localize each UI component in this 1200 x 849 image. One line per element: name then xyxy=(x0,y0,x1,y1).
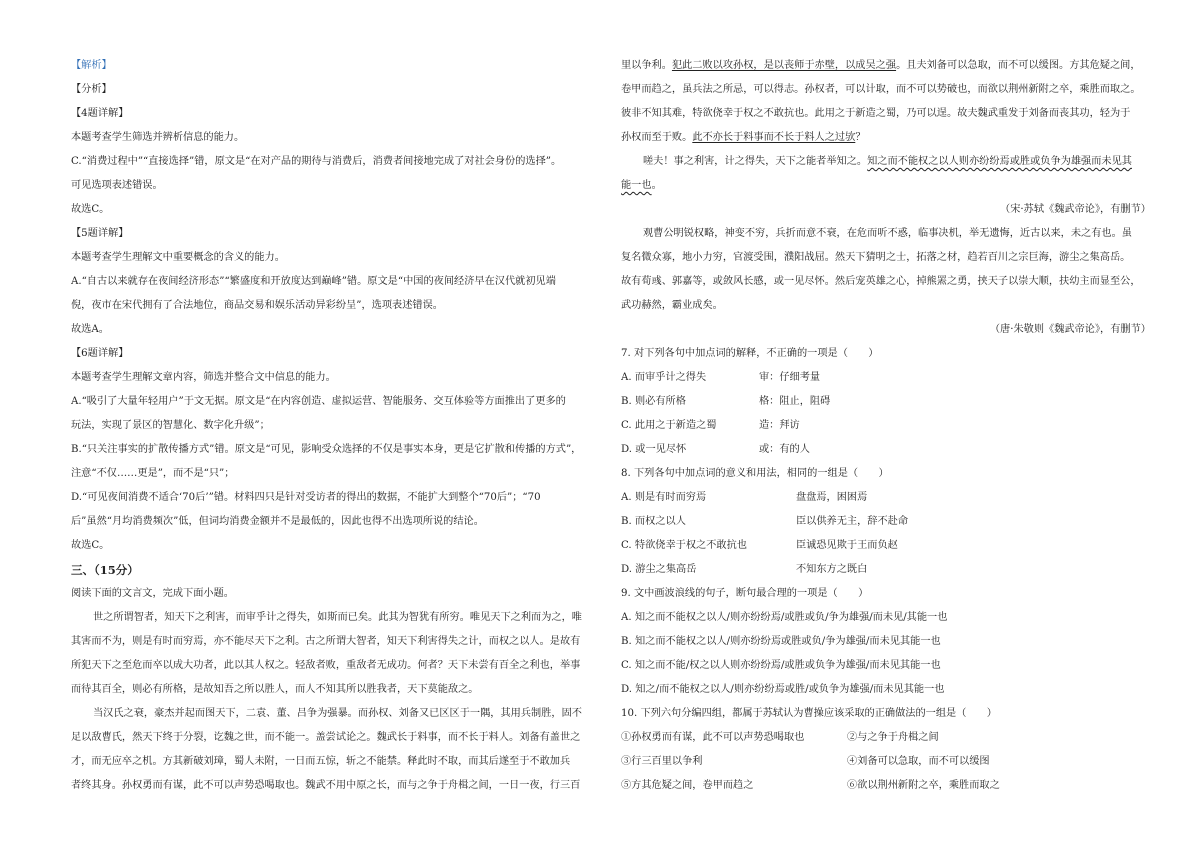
text-span: 嗟夫！事之利害，计之得失，天下之能者举知之。 xyxy=(643,156,868,167)
q5-heading: 【5题详解】 xyxy=(71,228,129,239)
q7-option xyxy=(621,438,1155,462)
q7-option xyxy=(621,366,1155,390)
passage2-line: 武功赫然，霸业成矣。 xyxy=(621,300,723,311)
q9-option: A. 知之而不能权之以人/则亦纷纷焉/或胜或负/争为雄强/而未见/其能一也 xyxy=(621,612,948,623)
passage1-p2-line: 才，而无应卒之机。方其新破刘璋，蜀人未附，一日而五惊，斩之不能禁。释此时不取，而其后遂至于不敢加兵 xyxy=(71,756,571,767)
option-sentence: D. 游尘之集高岳 xyxy=(621,564,697,575)
q7-stem: 7. 对下列各句中加点词的解释，不正确的一项是（ ） xyxy=(621,348,879,359)
q10-item: ①孙权勇而有谋，此不可以声势恐喝取也 xyxy=(621,732,805,743)
q10-item: ④刘备可以急取，而不可以缓图 xyxy=(847,756,990,767)
option-explanation: 或：有的人 xyxy=(759,444,810,455)
option-explanation: 审：仔细考量 xyxy=(759,372,821,383)
wavy-underlined-sentence: 能一也 xyxy=(621,180,652,191)
reading-instruction: 阅读下面的文言文，完成下面小题。 xyxy=(71,588,234,599)
q4-heading: 【4题详解】 xyxy=(71,108,129,119)
q9-option: C. 知之而不能/权之以人则亦纷纷焉/或胜或负争为雄强/而未见其能一也 xyxy=(621,660,941,671)
passage1-p3-line1 xyxy=(621,150,1155,174)
q10-item: ③行三百里以争利 xyxy=(621,756,703,767)
option-sentence: A. 而审乎计之得失 xyxy=(621,372,707,383)
passage1-p2-cont-line3: 彼非不知其难，特欲侥幸于权之不敢抗也。此用之于新造之蜀，乃可以逞。故夫魏武重发于刘备而丧其功，轻为于 xyxy=(621,108,1131,119)
passage1-p2-line: 当汉氏之衰，豪杰并起而图天下，二袁、董、吕争为强暴。而孙权、刘备又已区区于一隅，其用兵制胜，固不 xyxy=(93,708,582,719)
passage1-p1-line: 而待其百全，则必有所格，是故知吾之所以胜人，而人不知其所以胜我者，天下莫能敌之。 xyxy=(71,684,479,695)
q9-option: B. 知之而不能权之以人/则亦纷纷焉或胜或负/争为雄强/而未见其能一也 xyxy=(621,636,941,647)
passage1-source: （宋·苏轼《魏武帝论》，有删节） xyxy=(1000,204,1151,215)
q10-item: ⑥欲以荆州新附之卒，乘胜而取之 xyxy=(847,780,1000,791)
passage2-line: 复名微众寡，地小力穷，官渡受围，濮阳战屈。然天下猜明之士，拓落之材，趋若百川之宗巨海，游尘之集高岳。 xyxy=(621,252,1131,263)
q9-stem: 9. 文中画波浪线的句子，断句最合理的一项是（ ） xyxy=(621,588,869,599)
option-comparison: 不知东方之既白 xyxy=(796,564,868,575)
analysis-heading: 【分析】 xyxy=(71,84,112,95)
passage1-p2-cont-line4 xyxy=(621,126,1155,150)
q5-option-a-line1: A.“自古以来就存在夜间经济形态”“繁盛度和开放度达到巅峰”错。原文是“中国的夜间经济早在汉代就初见端 xyxy=(71,276,556,287)
q6-answer: 故选C。 xyxy=(71,540,110,551)
q7-option xyxy=(621,390,1155,414)
q10-item-row xyxy=(621,774,1155,798)
option-sentence: B. 则必有所格 xyxy=(621,396,686,407)
q6-option-d-line1: D.“可见夜间消费不适合‘70后’”错。材料四只是针对受访者的得出的数据，不能扩大到整个“70后”；“70 xyxy=(71,492,541,503)
passage2-source: （唐·朱敬则《魏武帝论》，有删节） xyxy=(989,324,1151,335)
option-sentence: C. 此用之于新造之蜀 xyxy=(621,420,717,431)
wavy-underlined-sentence: 知之而不能权之以人则亦纷纷焉或胜或负争为雄强而未见其 xyxy=(867,156,1132,167)
q8-option xyxy=(621,558,1155,582)
underlined-sentence: 犯此二败以攻孙权，是以丧师于赤壁，以成吴之强 xyxy=(671,60,897,71)
passage1-p2-cont-line1 xyxy=(621,54,1155,78)
q4-description: 本题考查学生筛选并辨析信息的能力。 xyxy=(71,132,245,143)
passage1-p3-line2 xyxy=(621,174,1155,198)
q4-answer: 故选C。 xyxy=(71,204,110,215)
q4-option-c-line1: C.“消费过程中”“直接选择”错，原文是“在对产品的期待与消费后，消费者间接地完成了对社会身份的选择”。 xyxy=(71,156,562,167)
option-sentence: C. 特欲侥幸于权之不敢抗也 xyxy=(621,540,747,551)
passage1-p2-line: 者终其身。孙权勇而有谋，此不可以声势恐喝取也。魏武不用中原之长，而与之争于舟楫之间，一日一夜，行三百 xyxy=(71,780,581,791)
q5-description: 本题考查学生理解文中重要概念的含义的能力。 xyxy=(71,252,285,263)
q8-option xyxy=(621,534,1155,558)
passage1-p1-line: 世之所谓智者，知天下之利害，而审乎计之得失，如斯而已矣。此其为智犹有所穷。唯见天下之利而为之，唯 xyxy=(93,612,582,623)
q8-stem: 8. 下列各句中加点词的意义和用法，相同的一组是（ ） xyxy=(621,468,889,479)
text-span: 里以争利。 xyxy=(621,60,672,71)
text-span: 孙权而至于败。 xyxy=(621,132,693,143)
text-span: 。 xyxy=(651,180,662,191)
q4-option-c-line2: 可见选项表述错误。 xyxy=(71,180,163,191)
passage2-line: 故有荀彧、郭嘉等，或敛风长感，或一见尽怀。然后宠英雄之心，掉熊罴之勇，挟天子以崇大顺，扶幼主而显至公， xyxy=(621,276,1141,287)
right-column xyxy=(621,54,1155,798)
option-comparison: 盘盘焉，困困焉 xyxy=(796,492,868,503)
q6-option-a-line1: A.“吸引了大量年轻用户”于文无据。原文是“在内容创造、虚拟运营、智能服务、交互体验等方面推出了更多的 xyxy=(71,396,566,407)
q6-option-b-line2: 注意“不仅……更是”，而不是“只”； xyxy=(71,468,235,479)
option-sentence: A. 则是有时而穷焉 xyxy=(621,492,707,503)
q8-option xyxy=(621,510,1155,534)
option-sentence: D. 或一见尽怀 xyxy=(621,444,687,455)
option-explanation: 格：阻止，阻碍 xyxy=(759,396,831,407)
q10-item: ⑤方其危疑之间，卷甲而趋之 xyxy=(621,780,754,791)
q6-heading: 【6题详解】 xyxy=(71,348,129,359)
q9-option: D. 知之/而不能权之以人/则亦纷纷焉或胜/或负争为雄强/而未见其能一也 xyxy=(621,684,945,695)
option-explanation: 造：拜访 xyxy=(759,420,800,431)
passage1-p1-line: 其害而不为，则是有时而穷焉，亦不能尽天下之利。古之所谓大智者，知天下利害得失之计，而权之以人。是故有 xyxy=(71,636,581,647)
passage1-p1-line: 所犯天下之至危而卒以成大功者，此以其人权之。轻敌者败，重敌者无成功。何者？天下未尝有百全之利也，举事 xyxy=(71,660,581,671)
q10-stem: 10. 下列六句分编四组，都属于苏轼认为曹操应该采取的正确做法的一组是（ ） xyxy=(621,708,997,719)
option-comparison: 臣以供养无主，辞不赴命 xyxy=(796,516,909,527)
q6-option-d-line2: 后”虽然“月均消费频次”低，但词均消费金额并不是最低的，因此也得不出选项所说的结论。 xyxy=(71,516,484,527)
q5-answer: 故选A。 xyxy=(71,324,109,335)
option-comparison: 臣诚恐见欺于王而负赵 xyxy=(796,540,898,551)
q10-item: ②与之争于舟楫之间 xyxy=(847,732,939,743)
section-title: 三、（15分） xyxy=(71,563,139,577)
q6-description: 本题考查学生理解文章内容，筛选并整合文中信息的能力。 xyxy=(71,372,336,383)
left-column xyxy=(71,54,609,798)
text-span: 。且夫刘备可以急取，而不可以缓图。方其危疑之间， xyxy=(896,60,1141,71)
passage1-p2-line: 足以敌曹氏，然天下终于分裂，讫魏之世，而不能一。盖尝试论之。魏武长于料事，而不长于料人。刘备有盖世之 xyxy=(71,732,581,743)
q6-option-a-line2: 玩法，实现了景区的智慧化、数字化升级”； xyxy=(71,420,270,431)
q5-option-a-line2: 倪，夜市在宋代拥有了合法地位，商品交易和娱乐活动异彩纷呈”，选项表述错误。 xyxy=(71,300,443,311)
passage2-line: 观曹公明锐权略，神变不穷，兵折而意不衰，在危而听不惑，临事决机，举无遗悔，近古以来，未之有也。虽 xyxy=(643,228,1132,239)
q10-item-row xyxy=(621,726,1155,750)
text-span: ？ xyxy=(855,132,866,143)
underlined-sentence: 此不亦长于料事而不长于料人之过欤 xyxy=(692,132,856,143)
q6-option-b-line1: B.“只关注事实的扩散传播方式”错。原文是“可见，影响受众选择的不仅是事实本身，更是它扩散和传播的方式”， xyxy=(71,444,582,455)
q8-option xyxy=(621,486,1155,510)
q10-item-row xyxy=(621,750,1155,774)
q7-option xyxy=(621,414,1155,438)
passage1-p2-cont-line2: 卷甲而趋之，虽兵法之所忌，可以得志。孙权者，可以计取，而不可以势破也，而欲以荆州新附之卒，乘胜而取之。 xyxy=(621,84,1141,95)
analysis-tag: 【解析】 xyxy=(71,60,112,71)
option-sentence: B. 而权之以人 xyxy=(621,516,686,527)
